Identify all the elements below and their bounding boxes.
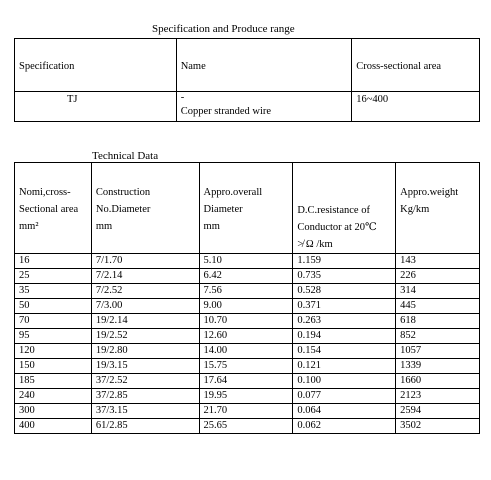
section-cell: 240 (15, 389, 92, 404)
diameter-cell: 15.75 (199, 359, 293, 374)
resistance-cell: 0.528 (293, 284, 396, 299)
diameter-cell: 12.60 (199, 329, 293, 344)
spec-name-mark: - (180, 92, 185, 103)
construction-cell: 19/3.15 (91, 359, 199, 374)
tech-header-row (15, 163, 480, 254)
resistance-cell: 0.062 (293, 419, 396, 434)
weight-cell: 2123 (396, 389, 480, 404)
resistance-cell: 0.121 (293, 359, 396, 374)
resistance-cell: 1.159 (293, 254, 396, 269)
table-row (15, 389, 480, 404)
table-row (15, 269, 480, 284)
header-line: Kg/km (400, 204, 430, 215)
resistance-cell: 0.154 (293, 344, 396, 359)
construction-cell: 37/2.52 (91, 374, 199, 389)
spec-data-row (15, 92, 480, 122)
table-row (15, 314, 480, 329)
resistance-cell: 0.735 (293, 269, 396, 284)
diameter-cell: 9.00 (199, 299, 293, 314)
header-line: Appro.weight (400, 187, 459, 198)
section-cell: 35 (15, 284, 92, 299)
diameter-cell: 7.56 (199, 284, 293, 299)
diameter-cell: 17.64 (199, 374, 293, 389)
spec-header-specification: Specification (15, 39, 177, 92)
weight-cell: 1660 (396, 374, 480, 389)
section-cell: 185 (15, 374, 92, 389)
table-row (15, 284, 480, 299)
header-line: No.Diameter (95, 204, 151, 215)
header-line: mm (95, 221, 113, 232)
header-line: ≯ Ω /km (297, 239, 333, 250)
section-cell: 120 (15, 344, 92, 359)
spec-specification-value: TJ (15, 92, 177, 122)
spec-header-name: Name (176, 39, 352, 92)
tech-table (14, 162, 480, 434)
table-row (15, 344, 480, 359)
header-line: Appro.overall (203, 187, 263, 198)
resistance-cell: 0.371 (293, 299, 396, 314)
section-cell: 95 (15, 329, 92, 344)
resistance-cell: 0.064 (293, 404, 396, 419)
tech-header-construction (91, 163, 199, 254)
construction-cell: 7/2.52 (91, 284, 199, 299)
table-row (15, 419, 480, 434)
weight-cell: 226 (396, 269, 480, 284)
header-line: mm (203, 221, 220, 232)
tech-header-resistance (293, 163, 396, 254)
resistance-cell: 0.077 (293, 389, 396, 404)
construction-cell: 37/3.15 (91, 404, 199, 419)
spec-name-cell (176, 92, 352, 122)
resistance-cell: 0.263 (293, 314, 396, 329)
header-line: Sectional area (19, 204, 79, 215)
tech-header-section (15, 163, 92, 254)
tech-title: Technical Data (92, 150, 159, 162)
section-cell: 300 (15, 404, 92, 419)
resistance-cell: 0.194 (293, 329, 396, 344)
spec-name-value: Copper stranded wire (180, 106, 272, 117)
table-row (15, 254, 480, 269)
table-row (15, 299, 480, 314)
construction-cell: 19/2.14 (91, 314, 199, 329)
weight-cell: 852 (396, 329, 480, 344)
header-line: D.C.resistance of (297, 205, 370, 216)
diameter-cell: 14.00 (199, 344, 293, 359)
diameter-cell: 25.65 (199, 419, 293, 434)
spec-header-area: Cross-sectional area (352, 39, 480, 92)
weight-cell: 3502 (396, 419, 480, 434)
weight-cell: 314 (396, 284, 480, 299)
construction-cell: 61/2.85 (91, 419, 199, 434)
table-row (15, 329, 480, 344)
spec-header-row (15, 39, 480, 92)
section-cell: 400 (15, 419, 92, 434)
diameter-cell: 10.70 (199, 314, 293, 329)
header-line: Conductor at 20℃ (297, 222, 377, 233)
section-cell: 25 (15, 269, 92, 284)
weight-cell: 445 (396, 299, 480, 314)
tech-header-diameter (199, 163, 293, 254)
section-cell: 150 (15, 359, 92, 374)
tech-header-weight (396, 163, 480, 254)
table-row (15, 359, 480, 374)
weight-cell: 1057 (396, 344, 480, 359)
construction-cell: 19/2.52 (91, 329, 199, 344)
weight-cell: 2594 (396, 404, 480, 419)
construction-cell: 19/2.80 (91, 344, 199, 359)
diameter-cell: 5.10 (199, 254, 293, 269)
header-line: Construction (95, 187, 151, 198)
construction-cell: 37/2.85 (91, 389, 199, 404)
spec-table (14, 38, 480, 122)
table-row (15, 374, 480, 389)
spec-area-value: 16~400 (352, 92, 480, 122)
tech-table-body (15, 254, 480, 434)
resistance-cell: 0.100 (293, 374, 396, 389)
header-line: Diameter (203, 204, 243, 215)
construction-cell: 7/3.00 (91, 299, 199, 314)
table-row (15, 404, 480, 419)
weight-cell: 1339 (396, 359, 480, 374)
header-line: mm² (19, 221, 39, 232)
diameter-cell: 6.42 (199, 269, 293, 284)
diameter-cell: 21.70 (199, 404, 293, 419)
weight-cell: 143 (396, 254, 480, 269)
header-line: Nomi,cross- (19, 187, 71, 198)
section-cell: 50 (15, 299, 92, 314)
diameter-cell: 19.95 (199, 389, 293, 404)
weight-cell: 618 (396, 314, 480, 329)
section-cell: 70 (15, 314, 92, 329)
construction-cell: 7/2.14 (91, 269, 199, 284)
spec-title: Specification and Produce range (152, 23, 295, 35)
section-cell: 16 (15, 254, 92, 269)
construction-cell: 7/1.70 (91, 254, 199, 269)
